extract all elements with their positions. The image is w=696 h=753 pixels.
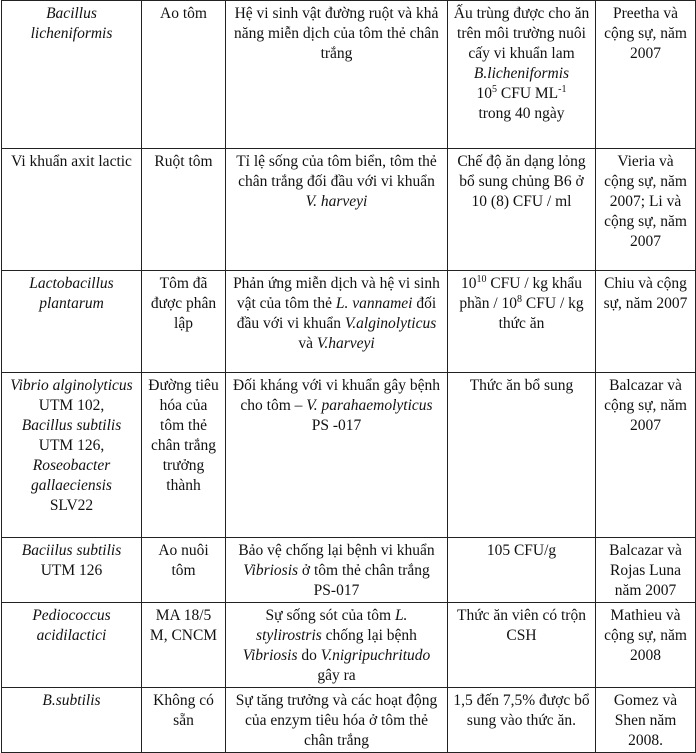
effect-cell: Hệ vi sinh vật đường ruột và khả năng miễn dịch của tôm thẻ chân trắng [226, 1, 448, 149]
reference-cell: Gomez và Shen năm 2008. [596, 688, 696, 753]
organism-cell: Bacillus licheniformis [2, 1, 142, 149]
table-row [2, 538, 696, 603]
table-row [2, 1, 696, 149]
organism-cell: Vibrio alginolyticus UTM 102, Bacillus subtilis UTM 126, Roseobacter gallaeciensis SLV22 [2, 373, 142, 538]
table-row [2, 271, 696, 373]
table-row [2, 373, 696, 538]
reference-cell: Vieria và cộng sự, năm 2007; Li và cộng sự, năm 2007 [596, 149, 696, 271]
effect-cell: Tỉ lệ sống của tôm biển, tôm thẻ chân trắng đối đầu với vi khuẩn V. harveyi [226, 149, 448, 271]
dose-cell: Chế độ ăn dạng lỏng bổ sung chủng B6 ở 10 (8) CFU / ml [448, 149, 596, 271]
organism-cell: Pediococcus acidilactici [2, 603, 142, 688]
reference-cell: Balcazar và Rojas Luna năm 2007 [596, 538, 696, 603]
source-cell: Ao tôm [142, 1, 226, 149]
effect-cell: Sự tăng trưởng và các hoạt động của enzym tiêu hóa ở tôm thẻ chân trắng [226, 688, 448, 753]
source-cell: Không có sẵn [142, 688, 226, 753]
dose-cell: Thức ăn viên có trộn CSH [448, 603, 596, 688]
source-cell: MA 18/5 M, CNCM [142, 603, 226, 688]
organism-cell: B.subtilis [2, 688, 142, 753]
table-row [2, 149, 696, 271]
source-cell: Tôm đã được phân lập [142, 271, 226, 373]
organism-cell: Lactobacillus plantarum [2, 271, 142, 373]
dose-cell: 105 CFU/g [448, 538, 596, 603]
effect-cell: Bảo vệ chống lại bệnh vi khuẩn Vibriosis ở tôm thẻ chân trắng PS-017 [226, 538, 448, 603]
dose-cell: 1,5 đến 7,5% được bổ sung vào thức ăn. [448, 688, 596, 753]
reference-cell: Chiu và cộng sự, năm 2007 [596, 271, 696, 373]
source-cell: Ruột tôm [142, 149, 226, 271]
reference-cell: Preetha và cộng sự, năm 2007 [596, 1, 696, 149]
probiotic-table [1, 0, 696, 753]
organism-cell: Baciilus subtilis UTM 126 [2, 538, 142, 603]
dose-cell: Thức ăn bổ sung [448, 373, 596, 538]
effect-cell: Sự sống sót của tôm L. stylirostris chống lại bệnh Vibriosis do V.nigripuchritudo gây ra [226, 603, 448, 688]
reference-cell: Mathieu và cộng sự, năm 2008 [596, 603, 696, 688]
dose-cell: Ấu trùng được cho ăn trên môi trường nuôi cấy vi khuẩn lam B.licheniformis $10^5$ CFU $ML^{-1}$ trong 40 ngày [448, 1, 596, 149]
dose-cell: $10^{10}$ CFU / kg khẩu phần / $10^8$ CFU / kg thức ăn [448, 271, 596, 373]
effect-cell: Phản ứng miễn dịch và hệ vi sinh vật của tôm thẻ L. vannamei đối đầu với vi khuẩn V.alginolyticus và V.harveyi [226, 271, 448, 373]
table-row [2, 603, 696, 688]
effect-cell: Đối kháng với vi khuẩn gây bệnh cho tôm – V. parahaemolyticus PS -017 [226, 373, 448, 538]
reference-cell: Balcazar và cộng sự, năm 2007 [596, 373, 696, 538]
source-cell: Đường tiêu hóa của tôm thẻ chân trắng trưởng thành [142, 373, 226, 538]
organism-cell: Vi khuẩn axit lactic [2, 149, 142, 271]
source-cell: Ao nuôi tôm [142, 538, 226, 603]
